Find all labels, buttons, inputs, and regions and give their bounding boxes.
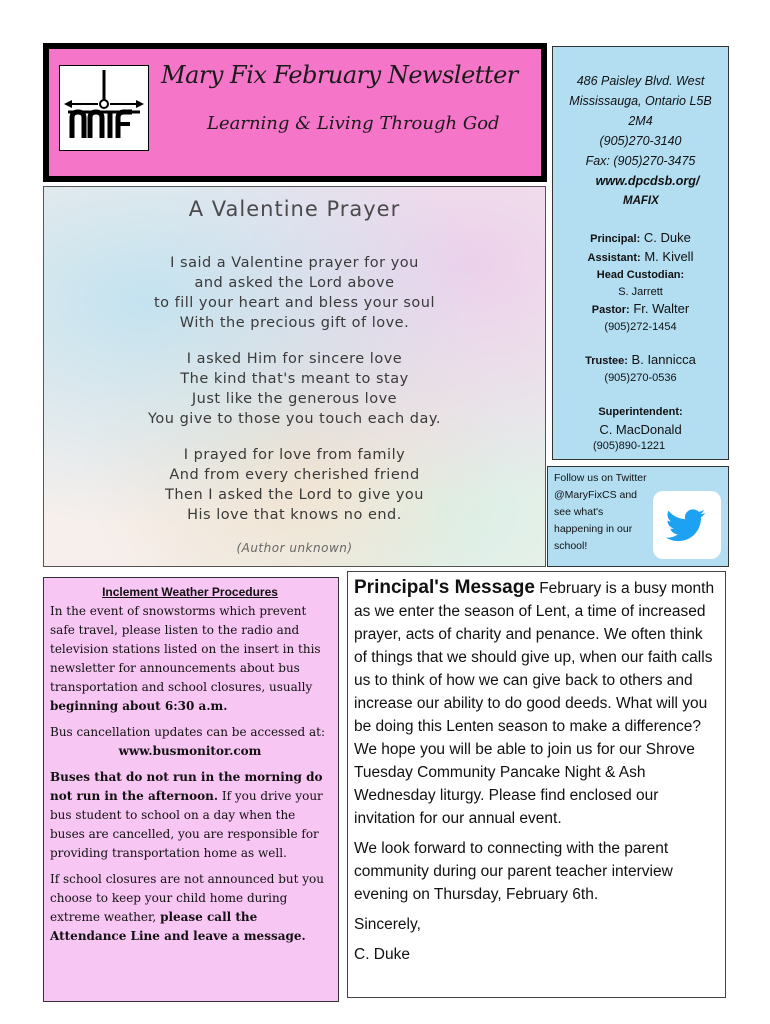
prayer-line: and asked the Lord above xyxy=(194,275,395,291)
twitter-line: see what's xyxy=(554,506,604,518)
prayer-line: I said a Valentine prayer for you xyxy=(170,255,419,271)
weather-paragraph xyxy=(50,870,330,946)
website-link[interactable]: www.dpcdsb.org/ xyxy=(595,174,700,188)
trustee-name: B. Iannicca xyxy=(631,352,696,367)
weather-text: If you drive your bus student to school on a day when the buses are cancelled, you are responsible for providing transportation home as well. xyxy=(50,789,323,860)
principal-text: February is a busy month as we enter the season of Lent, a time of increased prayer, acts of charity and penance. We often think of things that we should give up, when our faith calls us to think of how we can give back to others and increase our ability to do good deeds. What will you be doing this Lenten season to make a difference? We hope you will be able to join us for our Shrove Tuesday Community Pancake Night & Ash Wednesday liturgy. Please find enclosed our invitation for our annual event. xyxy=(354,580,715,827)
prayer-line: Just like the generous love xyxy=(191,391,398,407)
principal-paragraph: Sincerely, xyxy=(354,916,421,933)
principal-row xyxy=(553,229,728,248)
pastor-name: Fr. Walter xyxy=(633,301,690,316)
weather-bold-text: please call the Attendance Line and leave a message. xyxy=(50,910,306,943)
twitter-text xyxy=(554,470,666,555)
address-line: 486 Paisley Blvd. West xyxy=(576,74,705,88)
weather-bold-text: Buses that do not run in the morning do not run in the afternoon. xyxy=(50,770,323,803)
weather-text: In the event of snowstorms which prevent safe travel, please listen to the radio and television stations listed on the insert in this newsletter for announcements about bus transportation and school closures, usually xyxy=(50,604,321,694)
weather-bold-text: beginning about 6:30 a.m. xyxy=(50,699,228,713)
twitter-line: school! xyxy=(554,540,588,552)
newsletter-subtitle: Learning & Living Through God xyxy=(207,113,500,134)
principal-label: Principal: xyxy=(590,233,641,245)
weather-paragraph xyxy=(50,602,330,716)
contact-panel xyxy=(552,46,729,460)
prayer-line: And from every cherished friend xyxy=(169,467,420,483)
custodian-label: Head Custodian: xyxy=(596,269,685,281)
prayer-line: The kind that's meant to stay xyxy=(180,371,409,387)
prayer-line: His love that knows no end. xyxy=(187,507,402,523)
twitter-handle: @MaryFixCS and xyxy=(554,489,638,501)
principal-message xyxy=(347,571,726,998)
school-logo xyxy=(59,65,149,151)
trustee-phone: (905)270-0536 xyxy=(604,372,677,384)
prayer-line: I asked Him for sincere love xyxy=(186,351,403,367)
principal-paragraph: We look forward to connecting with the parent community during our parent teacher interview evening on Thursday, February 6th. xyxy=(354,840,673,903)
prayer-line: Then I asked the Lord to give you xyxy=(165,487,424,503)
website-link-cont[interactable]: MAFIX xyxy=(623,195,659,207)
address-line: Mississauga, Ontario L5B xyxy=(569,94,712,108)
phone-number: (905)270-3140 xyxy=(599,134,682,148)
assistant-label: Assistant: xyxy=(587,252,641,264)
principal-paragraph xyxy=(354,576,719,830)
assistant-row xyxy=(553,248,728,267)
prayer-stanza-2 xyxy=(44,349,545,429)
prayer-stanza-3 xyxy=(44,445,545,525)
weather-title: Inclement Weather Procedures xyxy=(102,585,278,599)
superintendent-phone: (905)890-1221 xyxy=(593,440,666,452)
busmonitor-link[interactable]: www.busmonitor.com xyxy=(118,744,262,758)
twitter-line: Follow us on Twitter xyxy=(554,472,647,484)
superintendent-name: C. MacDonald xyxy=(599,422,682,437)
superintendent-label: Superintendent: xyxy=(598,406,683,418)
weather-paragraph xyxy=(50,723,330,761)
prayer-line: You give to those you touch each day. xyxy=(147,411,441,427)
trustee-row xyxy=(553,351,728,370)
address-line: 2M4 xyxy=(628,114,653,128)
prayer-line: With the precious gift of love. xyxy=(179,315,410,331)
pastor-row xyxy=(553,300,728,319)
principal-name: C. Duke xyxy=(643,230,691,245)
principal-heading: Principal's Message xyxy=(354,577,535,598)
pastor-phone: (905)272-1454 xyxy=(604,321,677,333)
fax-number: Fax: (905)270-3475 xyxy=(585,154,696,168)
header-banner xyxy=(49,49,541,176)
prayer-line: to fill your heart and bless your soul xyxy=(153,295,436,311)
prayer-author: (Author unknown) xyxy=(236,541,353,555)
inclement-weather-box xyxy=(43,577,339,1002)
custodian-name: S. Jarrett xyxy=(618,286,663,298)
twitter-line: happening in our xyxy=(554,523,633,535)
prayer-title: A Valentine Prayer xyxy=(188,197,401,221)
pastor-label: Pastor: xyxy=(591,304,630,316)
prayer-line: I prayed for love from family xyxy=(183,447,406,463)
valentine-prayer-image xyxy=(43,186,546,567)
weather-text: Bus cancellation updates can be accessed at: xyxy=(50,725,325,739)
newsletter-header xyxy=(43,43,547,182)
weather-text: If school closures are not announced but you choose to keep your child home during extreme weather, xyxy=(50,872,324,924)
trustee-label: Trustee: xyxy=(585,355,628,367)
twitter-bird-icon[interactable] xyxy=(653,491,721,559)
principal-signature: C. Duke xyxy=(354,946,410,963)
weather-paragraph xyxy=(50,768,330,863)
twitter-box[interactable] xyxy=(547,466,729,567)
prayer-stanza-1 xyxy=(44,253,545,333)
assistant-name: M. Kivell xyxy=(644,249,694,264)
newsletter-title: Mary Fix February Newsletter xyxy=(161,61,518,89)
